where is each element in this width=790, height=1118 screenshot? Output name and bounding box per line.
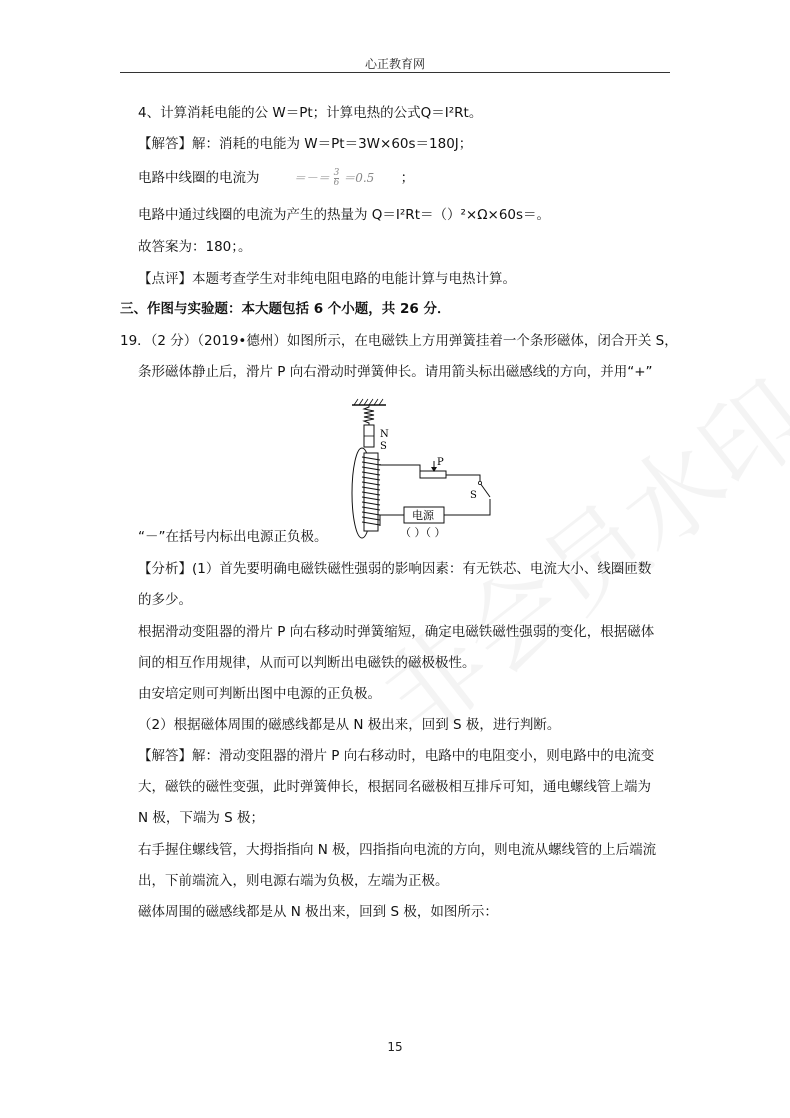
question-line: “－”在括号内标出电源正负极。 xyxy=(138,529,328,545)
formula-fraction xyxy=(334,169,340,188)
text-line: 电路中通过线圈的电流为产生的热量为 Q＝I²Rt＝（）²×Ω×60s＝。 xyxy=(138,207,551,223)
wire-return xyxy=(444,499,490,515)
formula-numerator: 3 xyxy=(333,168,340,178)
text-line: 【解答】解：消耗的电能为 W＝Pt＝3W×60s＝180J； xyxy=(138,136,473,152)
formula-denominator: 6 xyxy=(333,178,340,188)
text-fragment: 电路中线圈的电流为 xyxy=(138,170,260,186)
switch-label: S xyxy=(470,490,477,501)
rheostat xyxy=(420,471,446,478)
text-line: 【解答】解：滑动变阻器的滑片 P 向右移动时，电路中的电阻变小，则电路中的电流变 xyxy=(138,748,655,764)
south-pole-label: S xyxy=(380,441,387,452)
switch-pivot xyxy=(478,481,481,484)
text-line: 故答案为：180；。 xyxy=(138,239,252,255)
text-line: 【点评】本题考查学生对非纯电阻电路的电能计算与电热计算。 xyxy=(138,271,516,287)
circuit-diagram xyxy=(340,395,500,540)
text-line xyxy=(138,168,414,188)
polarity-brackets: （ ）（ ） xyxy=(400,526,446,539)
question-line: 19．（2 分）（2019•德州）如图所示，在电磁铁上方用弹簧挂着一个条形磁体，闭合开关 S， xyxy=(120,333,678,349)
text-line: 根据滑动变阻器的滑片 P 向右移动时弹簧缩短，确定电磁铁磁性强弱的变化，根据磁体 xyxy=(138,624,655,640)
question-line: 条形磁体静止后，滑片 P 向右滑动时弹簧伸长。请用箭头标出磁感线的方向，并用“+” xyxy=(138,364,653,380)
switch-blade xyxy=(480,483,490,497)
text-line: 由安培定则可判断出图中电源的正负极。 xyxy=(138,686,381,702)
current-formula xyxy=(294,168,375,188)
north-pole-label: N xyxy=(380,429,389,440)
spring xyxy=(364,405,374,425)
text-line: 4、计算消耗电能的公 W＝Pt；计算电热的公式Q＝I²Rt。 xyxy=(138,105,483,121)
header-rule xyxy=(120,72,670,73)
wire-bottom xyxy=(380,515,404,526)
page-number: 15 xyxy=(387,1040,403,1054)
text-line: 【分析】(1）首先要明确电磁铁磁性强弱的影响因素：有无铁芯、电流大小、线圈匝数 xyxy=(138,561,652,577)
formula-suffix: ＝0.5 xyxy=(343,171,375,185)
text-line: N 极，下端为 S 极； xyxy=(138,810,265,826)
text-line: 大，磁铁的磁性变强，此时弹簧伸长，根据同名磁极相互排斥可知，通电螺线管上端为 xyxy=(138,779,651,795)
slider-label: P xyxy=(437,457,444,468)
wire-right xyxy=(446,475,480,483)
ceiling-hatch xyxy=(354,399,383,405)
text-line: 右手握住螺线管，大拇指指向 N 极，四指指向电流的方向，则电流从螺线管的上后端流 xyxy=(138,842,657,858)
text-line: （2）根据磁体周围的磁感线都是从 N 极出来，回到 S 极，进行判断。 xyxy=(138,717,561,733)
text-line: 间的相互作用规律，从而可以判断出电磁铁的磁极极性。 xyxy=(138,655,476,671)
text-line: 磁体周围的磁感线都是从 N 极出来，回到 S 极，如图所示： xyxy=(138,904,498,920)
page-header: 心正教育网 xyxy=(364,57,425,71)
text-line: 的多少。 xyxy=(138,592,192,608)
section-heading: 三、作图与实验题：本大题包括 6 个小题，共 26 分． xyxy=(120,301,451,317)
power-source-label: 电源 xyxy=(412,509,434,522)
formula-prefix: ＝－＝ xyxy=(293,171,330,185)
text-fragment: ； xyxy=(400,170,415,186)
text-line: 出，下前端流入，则电源右端为负极，左端为正极。 xyxy=(138,873,449,889)
wire-top xyxy=(380,464,420,474)
